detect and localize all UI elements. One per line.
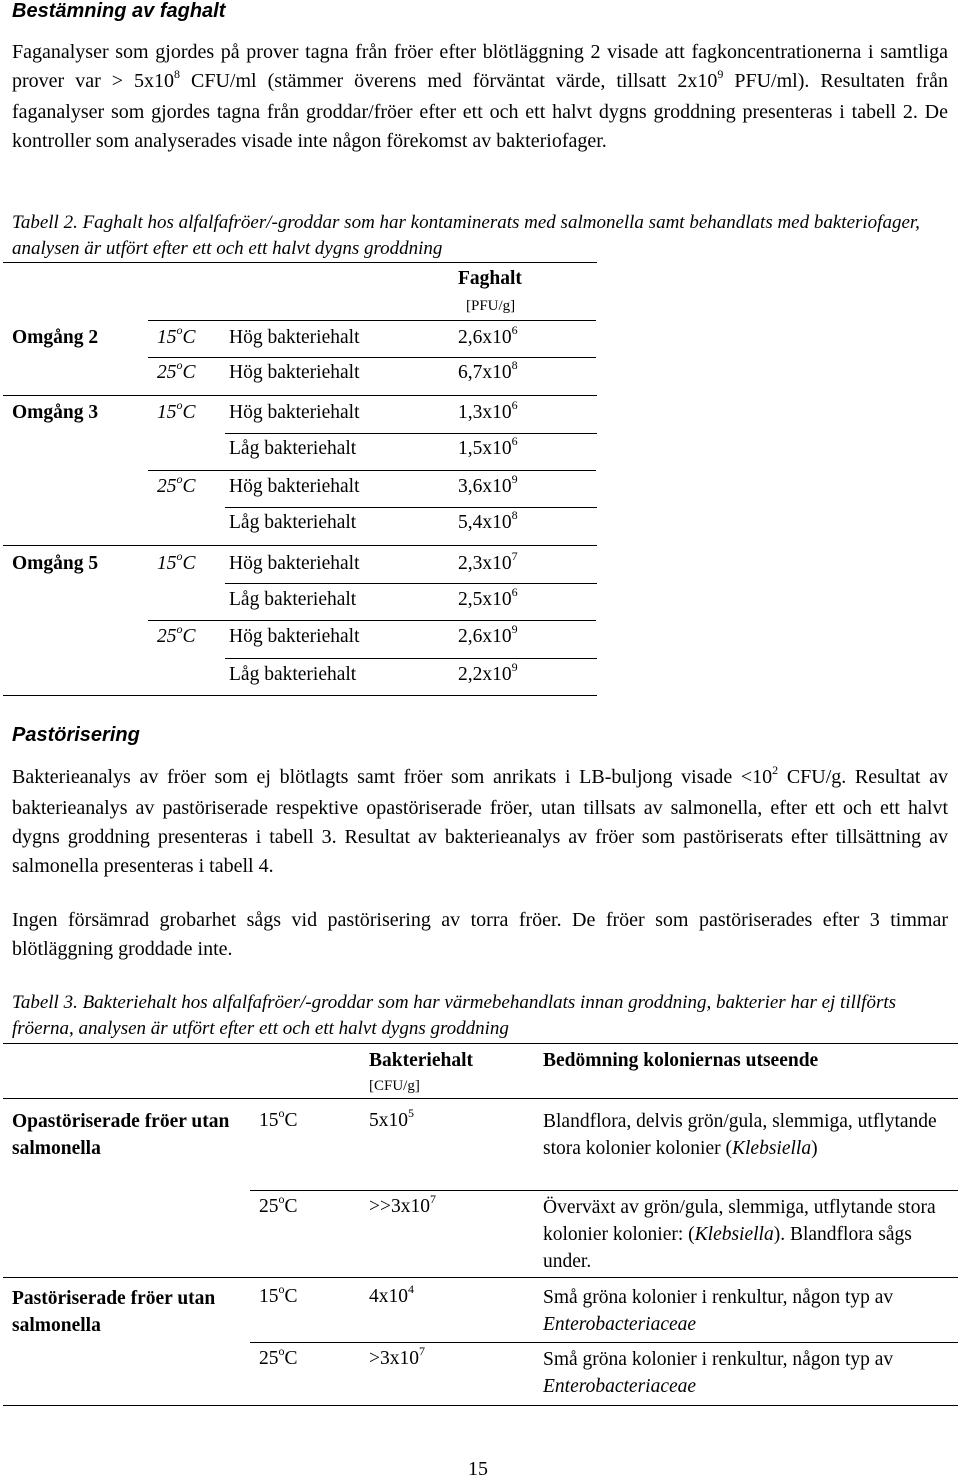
degree-mark: o [278,1106,285,1120]
value-exponent: 6 [511,585,518,599]
table2-col-header: Faghalt [458,268,522,289]
bacteria-value [369,1344,425,1370]
description-text: ) [811,1138,818,1159]
table3-bottom-rule [3,1405,958,1406]
description-text: Små gröna kolonier i renkultur, någon typ av [543,1287,894,1308]
table2-rule [148,620,596,621]
round-label: Omgång 5 [12,553,99,574]
temperature-unit: C [284,1110,298,1131]
organism-name: Klebsiella [694,1224,774,1245]
bacteria-value [369,1192,436,1218]
colony-description [543,1346,938,1400]
value-exponent: 8 [511,508,518,522]
paragraph-pastorisering: Bakterieanalys av fröer som ej blötlagts samt fröer som anrikats i LB-buljong visade $<10^2$ CFU/g. Resultat av bakterieanalys av pastöriserade respektive opastöriserade fröer, utan tillsats av salmonella, efter ett och ett halvt dygns groddning presenteras i tabell 3. Resultat av bakterieanalys av fröer som pastöriserats efter tillsättning av salmonella presenteras i tabell 4. [12,763,948,877]
value-base: 2,2x10 [458,664,512,685]
bacteria-level: Låg bakteriehalt [229,438,357,459]
table3-col1-header: Bakteriehalt [369,1050,473,1071]
bacteria-level: Hög bakteriehalt [229,626,360,647]
table2-rule [225,433,597,434]
degree-mark: o [176,622,183,636]
paragraph-grobarhet: Ingen försämrad grobarhet sågs vid pastörisering av torra fröer. De fröer som pastöriserades efter 3 timmar blötläggning groddade inte. [12,909,948,960]
temperature-value: 25 [259,1196,279,1217]
temperature-cell [259,1106,298,1132]
degree-mark: o [176,398,183,412]
table3-header-rule [3,1098,958,1099]
value-base: 2,6x10 [458,626,512,647]
value-base: 1,5x10 [458,438,512,459]
value-base: 6,7x10 [458,362,512,383]
value-base: 4x10 [369,1286,408,1307]
temperature-unit: C [284,1348,298,1369]
table3-col1-unit: [CFU/g] [369,1078,420,1094]
bacteria-level: Hög bakteriehalt [229,362,360,383]
degree-mark: o [176,358,183,372]
group-label: Pastöriserade fröer utan salmonella [12,1288,216,1336]
bacteria-level: Hög bakteriehalt [229,402,360,423]
faghalt-value [458,585,518,611]
paragraph-faghalt: Faganalyser som gjordes på prover tagna från fröer efter blötläggning 2 visade att fagkoncentrationerna i samtliga prover var > $5x10^8$ CFU/ml (stämmer överens med förväntat värde, tillsatt $2x10^9$ PFU/ml). Resultaten från faganalyser som gjordes tagna från groddar/fröer efter ett och ett halvt dygns groddning presenteras i tabell 2. De kontroller som analyserades visade inte någon förekomst av bakteriofager. [12,41,948,152]
table2-rule [148,470,596,471]
temperature-cell [157,398,196,424]
value-base: 5x10 [369,1110,408,1131]
faghalt-value [458,549,518,575]
group-label: Opastöriserade fröer utan salmonella [12,1111,230,1159]
value-exponent: 6 [511,323,518,337]
temperature-unit: C [182,626,196,647]
value-exponent: 6 [511,398,518,412]
description-text: ). Blandflora sågs under. [543,1224,912,1272]
value-exponent: 8 [511,358,518,372]
bacteria-level: Hög bakteriehalt [229,553,360,574]
table2-top-rule [3,262,597,263]
table2-caption: Tabell 2. Faghalt hos alfalfafröer/-groddar som har kontaminerats med salmonella samt behandlats med bakteriofager, analysen är utfört efter ett och ett halvt dygns groddning [12,212,920,259]
temperature-unit: C [284,1286,298,1307]
table2-rule [148,320,596,321]
temperature-cell [259,1344,298,1370]
organism-name: Enterobacteriaceae [543,1314,697,1335]
bacteria-level: Hög bakteriehalt [229,327,360,348]
section-heading: Pastörisering [12,724,140,746]
value-exponent: 9 [511,660,518,674]
temperature-cell [157,472,196,498]
organism-name: Klebsiella [732,1138,812,1159]
temperature-unit: C [182,327,196,348]
value-base: 5,4x10 [458,512,512,533]
table3-rule [250,1190,958,1191]
temperature-value: 25 [259,1348,279,1369]
value-exponent: 4 [408,1282,414,1296]
value-exponent: 7 [419,1344,425,1358]
description-text: Överväxt av grön/gula, slemmiga, utflytande stora kolonier kolonier: ( [543,1197,936,1245]
bacteria-level: Hög bakteriehalt [229,476,360,497]
temperature-value: 25 [157,626,177,647]
faghalt-value [458,434,518,460]
temperature-unit: C [182,476,196,497]
organism-name: Enterobacteriaceae [543,1376,697,1397]
temperature-unit: C [182,402,196,423]
temperature-value: 15 [157,402,177,423]
bacteria-level: Låg bakteriehalt [229,589,357,610]
value-exponent: 6 [511,434,518,448]
value-base: 2,3x10 [458,553,512,574]
value-exponent: 7 [511,549,518,563]
table2-group-rule [3,395,597,396]
table3-top-rule [3,1043,958,1044]
bacteria-level: Låg bakteriehalt [229,664,357,685]
table3-caption: Tabell 3. Bakteriehalt hos alfalfafröer/-groddar som har värmebehandlats innan groddning, bakterier har ej tillförts fröerna, analysen är utfört efter ett och ett halvt dygns groddning [12,992,897,1039]
temperature-value: 15 [157,553,177,574]
table3-col2-header: Bedömning koloniernas utseende [543,1050,819,1071]
colony-description [543,1108,938,1162]
table2-bottom-rule [3,695,597,696]
bacteria-value [369,1106,414,1132]
bacteria-value [369,1282,414,1308]
description-text: Små gröna kolonier i renkultur, någon typ av [543,1349,894,1370]
page-number: 15 [468,1458,488,1480]
value-base: 2,6x10 [458,327,512,348]
faghalt-value [458,622,518,648]
faghalt-value [458,508,518,534]
bacteria-level: Låg bakteriehalt [229,512,357,533]
value-base: >>3x10 [369,1196,430,1217]
temperature-cell [259,1282,298,1308]
temperature-cell [157,358,196,384]
value-base: 2,5x10 [458,589,512,610]
temperature-unit: C [284,1196,298,1217]
temperature-value: 25 [157,362,177,383]
temperature-value: 15 [259,1286,279,1307]
faghalt-value [458,323,518,349]
temperature-value: 25 [157,476,177,497]
value-base: 1,3x10 [458,402,512,423]
degree-mark: o [278,1282,285,1296]
section-heading: Bestämning av faghalt [12,0,226,22]
colony-description [543,1194,938,1275]
round-label: Omgång 3 [12,402,99,423]
temperature-cell [157,549,196,575]
temperature-cell [157,323,196,349]
colony-description [543,1284,938,1338]
value-base: 3,6x10 [458,476,512,497]
value-exponent: 9 [511,622,518,636]
faghalt-value [458,660,518,686]
description-text: Blandflora, delvis grön/gula, slemmiga, utflytande stora kolonier kolonier ( [543,1111,937,1159]
value-exponent: 7 [430,1192,436,1206]
table2-rule [225,583,597,584]
degree-mark: o [278,1344,285,1358]
table2-group-rule [3,545,597,546]
round-label: Omgång 2 [12,327,99,348]
faghalt-value [458,472,518,498]
table3-rule [250,1342,958,1343]
faghalt-value [458,358,518,384]
value-exponent: 5 [408,1106,414,1120]
table2-rule [225,658,597,659]
table3-group-rule [3,1277,958,1278]
temperature-cell [259,1192,298,1218]
temperature-unit: C [182,553,196,574]
degree-mark: o [278,1192,285,1206]
table2-rule [148,357,596,358]
degree-mark: o [176,549,183,563]
temperature-unit: C [182,362,196,383]
temperature-cell [157,622,196,648]
value-exponent: 9 [511,472,518,486]
value-base: >3x10 [369,1348,419,1369]
table2-col-unit: [PFU/g] [466,298,516,314]
degree-mark: o [176,323,183,337]
degree-mark: o [176,472,183,486]
temperature-value: 15 [259,1110,279,1131]
temperature-value: 15 [157,327,177,348]
faghalt-value [458,398,518,424]
table2-rule [225,507,597,508]
